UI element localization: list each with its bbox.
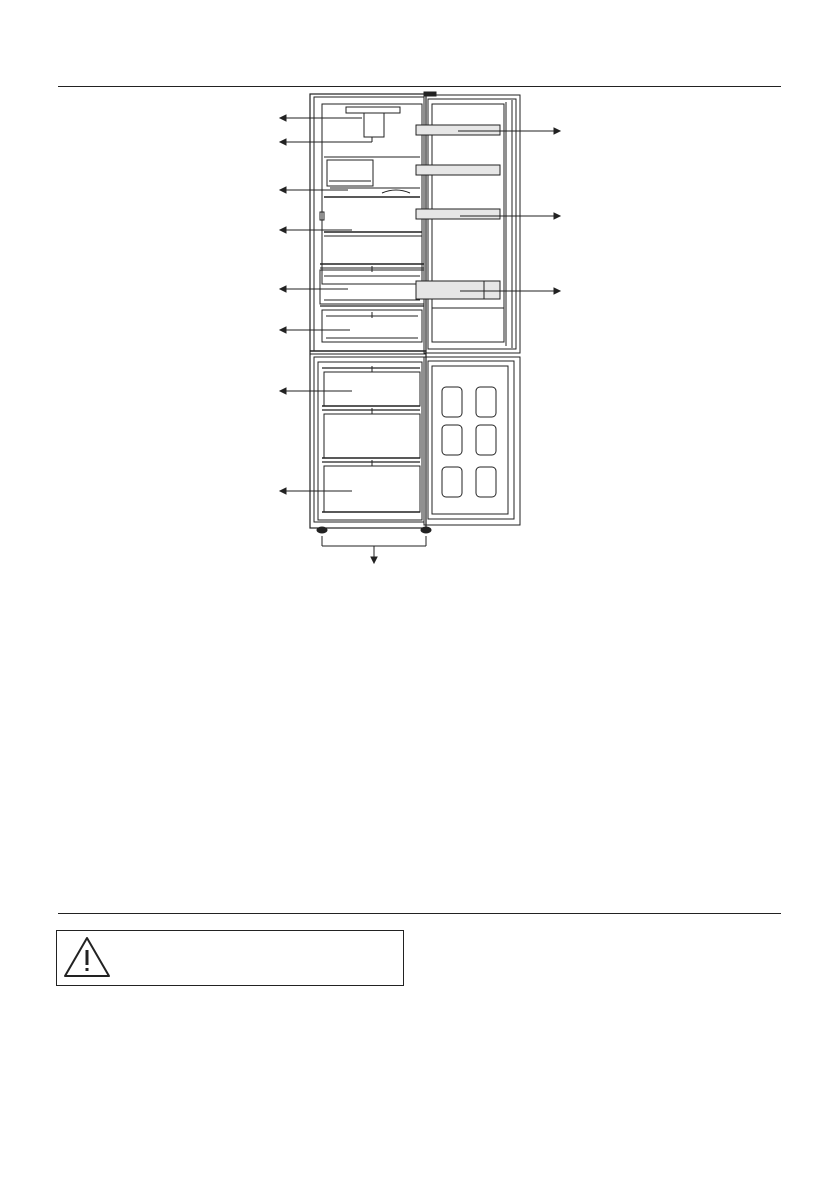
freezer-door-cavity [476, 467, 496, 497]
freezer-door-cavity [442, 425, 462, 455]
warning-box [56, 930, 404, 986]
fridge-door [416, 95, 520, 353]
bottom-rule [58, 913, 781, 914]
warning-triangle-icon [59, 934, 115, 982]
freezer-compartment [318, 362, 422, 520]
freezer-door-cavity [442, 387, 462, 417]
freezer-door-cavity [476, 425, 496, 455]
callout-bottom [322, 536, 426, 563]
freezer-door-cavity [442, 467, 462, 497]
freezer-door [424, 357, 520, 525]
freezer-door-cavity [476, 387, 496, 417]
